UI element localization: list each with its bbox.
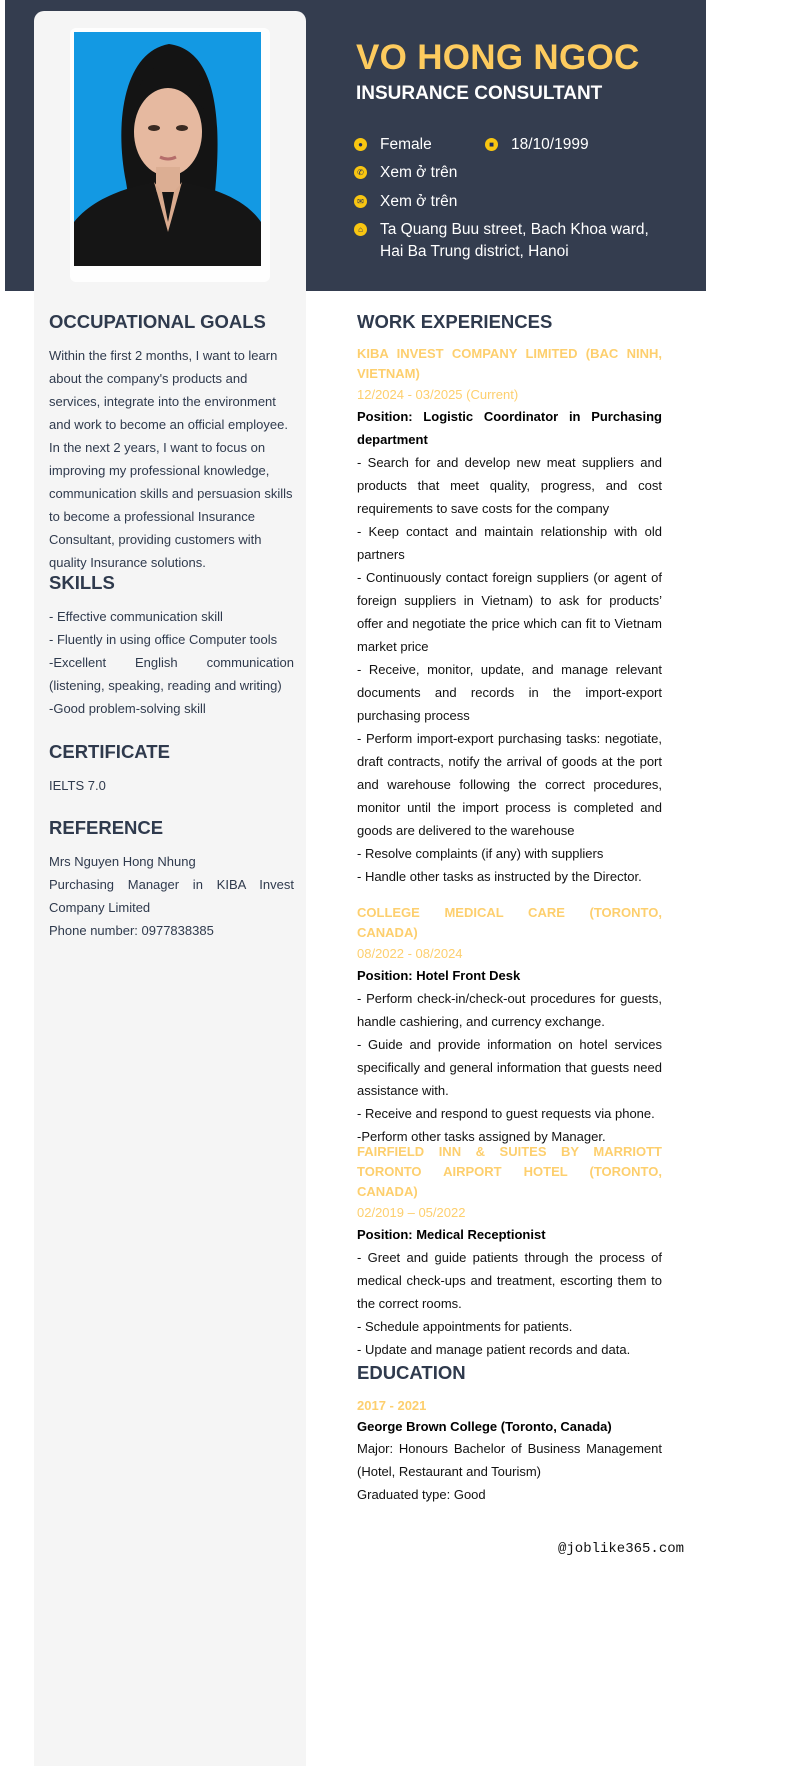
job-company: FAIRFIELD INN & SUITES BY MARRIOTT TORONTO AIRPORT HOTEL (TORONTO, CANADA) [357, 1144, 662, 1199]
reference-name: Mrs Nguyen Hong Nhung [49, 854, 196, 869]
job-duty: - Guide and provide information on hotel services specifically and general information that guests need assistance with. [357, 1037, 662, 1098]
skills-heading: SKILLS [49, 572, 115, 593]
education-major: Major: Honours Bachelor of Business Management (Hotel, Restaurant and Tourism) [357, 1441, 662, 1479]
reference-list [49, 850, 294, 942]
job-duty: - Resolve complaints (if any) with suppliers [357, 846, 604, 861]
certificate-list [49, 774, 294, 797]
job-duty: -Perform other tasks assigned by Manager. [357, 1129, 606, 1144]
job-duty: - Handle other tasks as instructed by the Director. [357, 869, 642, 884]
work-heading: WORK EXPERIENCES [357, 311, 553, 332]
job-position: Position: Medical Receptionist [357, 1227, 546, 1242]
job-entry [357, 344, 662, 888]
job-duty: - Schedule appointments for patients. [357, 1319, 573, 1334]
job-duty: - Perform import-export purchasing tasks: negotiate, draft contracts, notify the arrival of goods at the port and warehouse following the correct procedures, monitor until the import process is completed and goods are delivered to the warehouse [357, 731, 662, 838]
birthday-row [485, 134, 589, 156]
job-duty: - Receive and respond to guest requests via phone. [357, 1106, 655, 1121]
job-duty: - Search for and develop new meat suppliers and products that meet quality, progress, and cost requirements to save costs for the company [357, 455, 662, 516]
candidate-name: VO HONG NGOC [356, 38, 640, 77]
certificate-heading: CERTIFICATE [49, 741, 170, 762]
profile-photo [74, 32, 261, 266]
skills-list [49, 605, 294, 720]
job-duty: - Perform check-in/check-out procedures for guests, handle cashiering, and currency exchange. [357, 991, 662, 1029]
birthday-value: 18/10/1999 [511, 136, 589, 153]
education-school: George Brown College (Toronto, Canada) [357, 1419, 612, 1434]
certificate-item: IELTS 7.0 [49, 778, 106, 793]
job-entry [357, 1142, 662, 1361]
address-row [354, 219, 674, 262]
education-heading: EDUCATION [357, 1362, 466, 1383]
user-icon: ● [354, 138, 367, 151]
email-row [354, 191, 457, 213]
job-duty: - Continuously contact foreign suppliers (or agent of foreign suppliers in Vietnam) to ask for products’ offer and negotiate the price which can fit to Vietnam market price [357, 570, 662, 654]
reference-phone: Phone number: 0977838385 [49, 923, 214, 938]
job-position: Position: Hotel Front Desk [357, 968, 521, 983]
phone-row [354, 162, 457, 184]
gender-row [354, 134, 432, 156]
calendar-icon: ■ [485, 138, 498, 151]
job-period: 12/2024 - 03/2025 (Current) [357, 387, 519, 402]
watermark: @joblike365.com [558, 1541, 685, 1557]
portrait-illustration [74, 32, 261, 266]
gender-value: Female [380, 136, 432, 153]
job-period: 02/2019 – 05/2022 [357, 1205, 466, 1220]
home-icon: ⌂ [354, 223, 367, 236]
skill-item: -Excellent English communication (listening, speaking, reading and writing) [49, 655, 294, 693]
job-duty: - Greet and guide patients through the process of medical check-ups and treatment, escorting them to the correct rooms. [357, 1250, 662, 1311]
job-period: 08/2022 - 08/2024 [357, 946, 463, 961]
education-entry [357, 1395, 662, 1506]
reference-heading: REFERENCE [49, 817, 164, 838]
envelope-icon: ✉ [354, 195, 367, 208]
goals-paragraph: Within the first 2 months, I want to learn about the company's products and services, integrate into the environment and work to become an official employee. In the next 2 years, I want to focus on improving my professional knowledge, communication skills and persuasion skills to become a professional Insurance Consultant, providing customers with quality Insurance solutions. [49, 348, 293, 570]
job-company: COLLEGE MEDICAL CARE (TORONTO, CANADA) [357, 905, 662, 940]
skill-item: -Good problem-solving skill [49, 701, 206, 716]
education-graduated: Graduated type: Good [357, 1487, 486, 1502]
goals-text [49, 344, 294, 574]
job-entry [357, 903, 662, 1148]
job-duty: - Receive, monitor, update, and manage relevant documents and records in the import-export purchasing process [357, 662, 662, 723]
candidate-title: INSURANCE CONSULTANT [356, 83, 603, 104]
phone-icon: ✆ [354, 166, 367, 179]
job-company: KIBA INVEST COMPANY LIMITED (BAC NINH, VIETNAM) [357, 346, 662, 381]
job-duty: - Keep contact and maintain relationship with old partners [357, 524, 662, 562]
skill-item: - Fluently in using office Computer tools [49, 632, 278, 647]
address-value: Ta Quang Buu street, Bach Khoa ward, Hai Ba Trung district, Hanoi [380, 221, 649, 260]
education-years: 2017 - 2021 [357, 1398, 427, 1413]
job-duty: - Update and manage patient records and data. [357, 1342, 631, 1357]
phone-value: Xem ở trên [380, 164, 458, 181]
job-position: Position: Logistic Coordinator in Purchasing department [357, 409, 662, 447]
skill-item: - Effective communication skill [49, 609, 223, 624]
email-value: Xem ở trên [380, 193, 458, 210]
reference-role: Purchasing Manager in KIBA Invest Company Limited [49, 877, 294, 915]
goals-heading: OCCUPATIONAL GOALS [49, 311, 266, 332]
